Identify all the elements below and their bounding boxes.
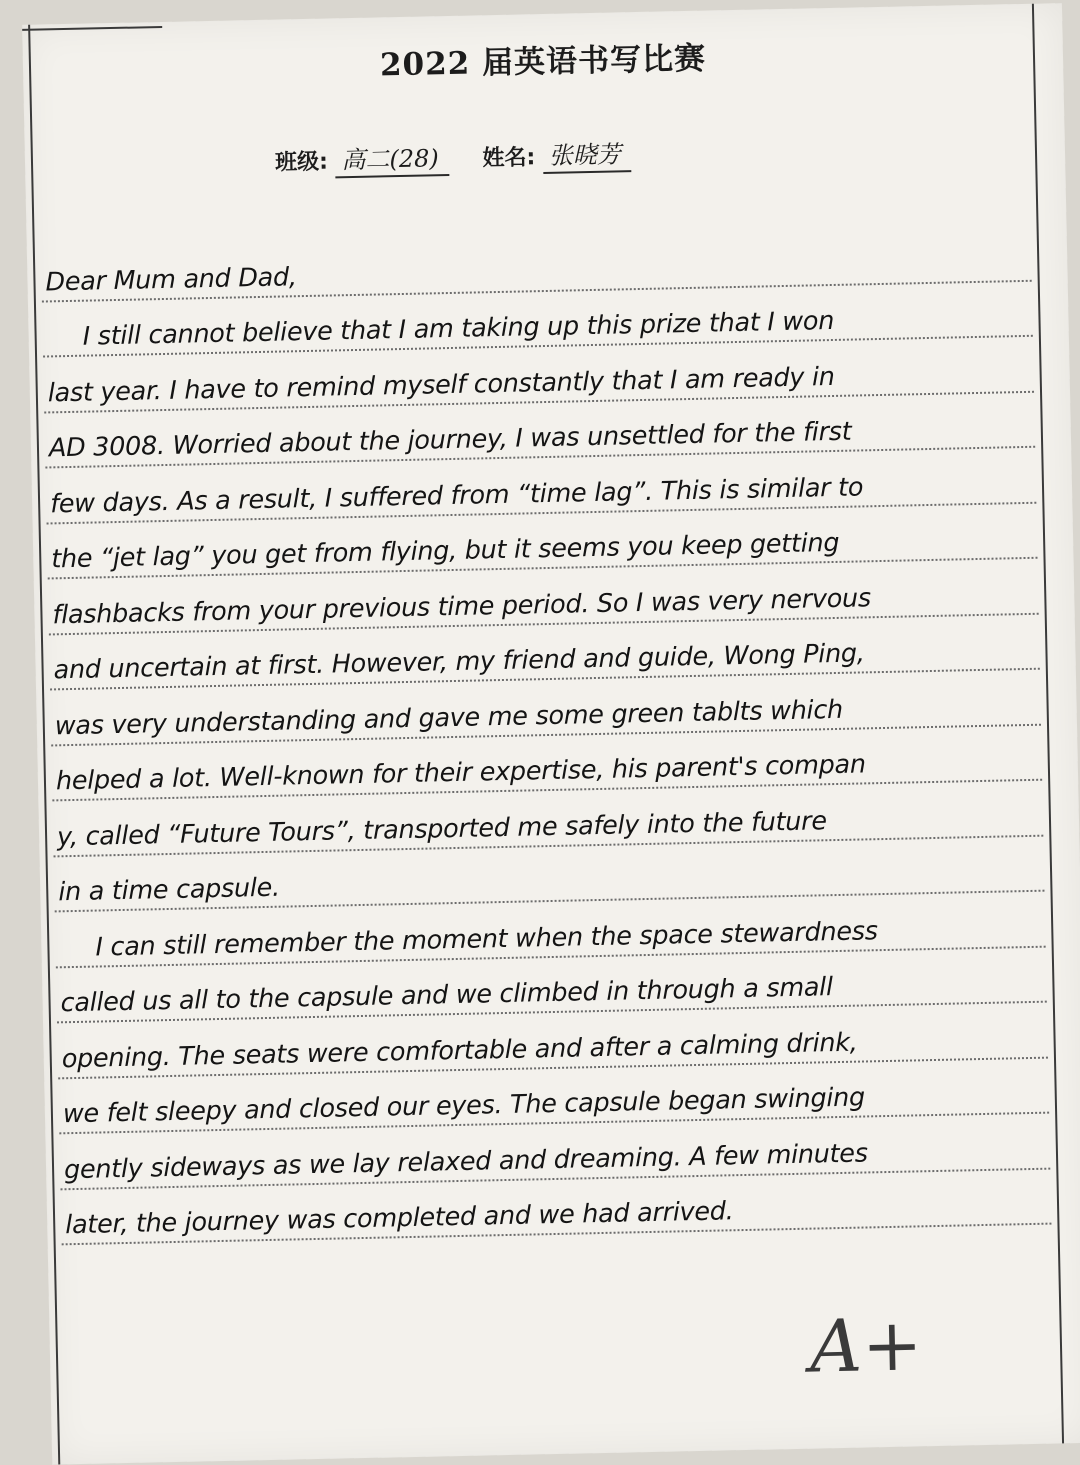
letter-line: we felt sleepy and closed our eyes. The capsule began swinging [58, 1058, 1049, 1134]
letter-line: in a time capsule. [54, 836, 1045, 912]
letter-line: Dear Mum and Dad, [41, 226, 1032, 302]
letter-line: and uncertain at first. However, my friend and guide, Wong Ping, [49, 614, 1040, 690]
letter-line: gently sideways as we lay relaxed and dreaming. A few minutes [59, 1114, 1050, 1190]
letter-line: flashbacks from your previous time period. So I was very nervous [48, 559, 1039, 635]
letter-body [41, 226, 1052, 1246]
letter-line: was very understanding and gave me some green tablts which [50, 670, 1041, 746]
letter-line: I still cannot believe that I am taking up this prize that I won [42, 281, 1033, 357]
letter-line: opening. The seats were comfortable and after a calming drink, [57, 1003, 1048, 1079]
letter-line: later, the journey was completed and we had arrived. [61, 1169, 1052, 1245]
letter-line: the “jet lag” you get from flying, but it seems you keep getting [47, 503, 1038, 579]
letter-line: y, called “Future Tours”, transported me safely into the future [52, 781, 1043, 857]
class-label: 班级: [274, 149, 329, 176]
name-value: 张晓芳 [542, 134, 631, 174]
letter-line: called us all to the capsule and we climbed in through a small [56, 947, 1047, 1023]
letter-line: helped a lot. Well-known for their expertise, his parent's compan [51, 725, 1042, 801]
name-label: 姓名: [482, 145, 536, 172]
class-value: 高二(28) [335, 138, 449, 178]
letter-line: last year. I have to remind myself constantly that I am ready in [43, 337, 1034, 413]
page-title: 2022 届英语书写比赛 [379, 40, 707, 84]
letter-line: few days. As a result, I suffered from “time lag”. This is similar to [45, 448, 1036, 524]
handwriting-sheet [22, 3, 1080, 1464]
student-info-row [275, 134, 658, 180]
letter-line: AD 3008. Worried about the journey, I was unsettled for the first [44, 392, 1035, 468]
letter-line: I can still remember the moment when the space stewardness [55, 892, 1046, 968]
top-rule [22, 26, 162, 31]
grade-mark: A+ [809, 1302, 924, 1389]
